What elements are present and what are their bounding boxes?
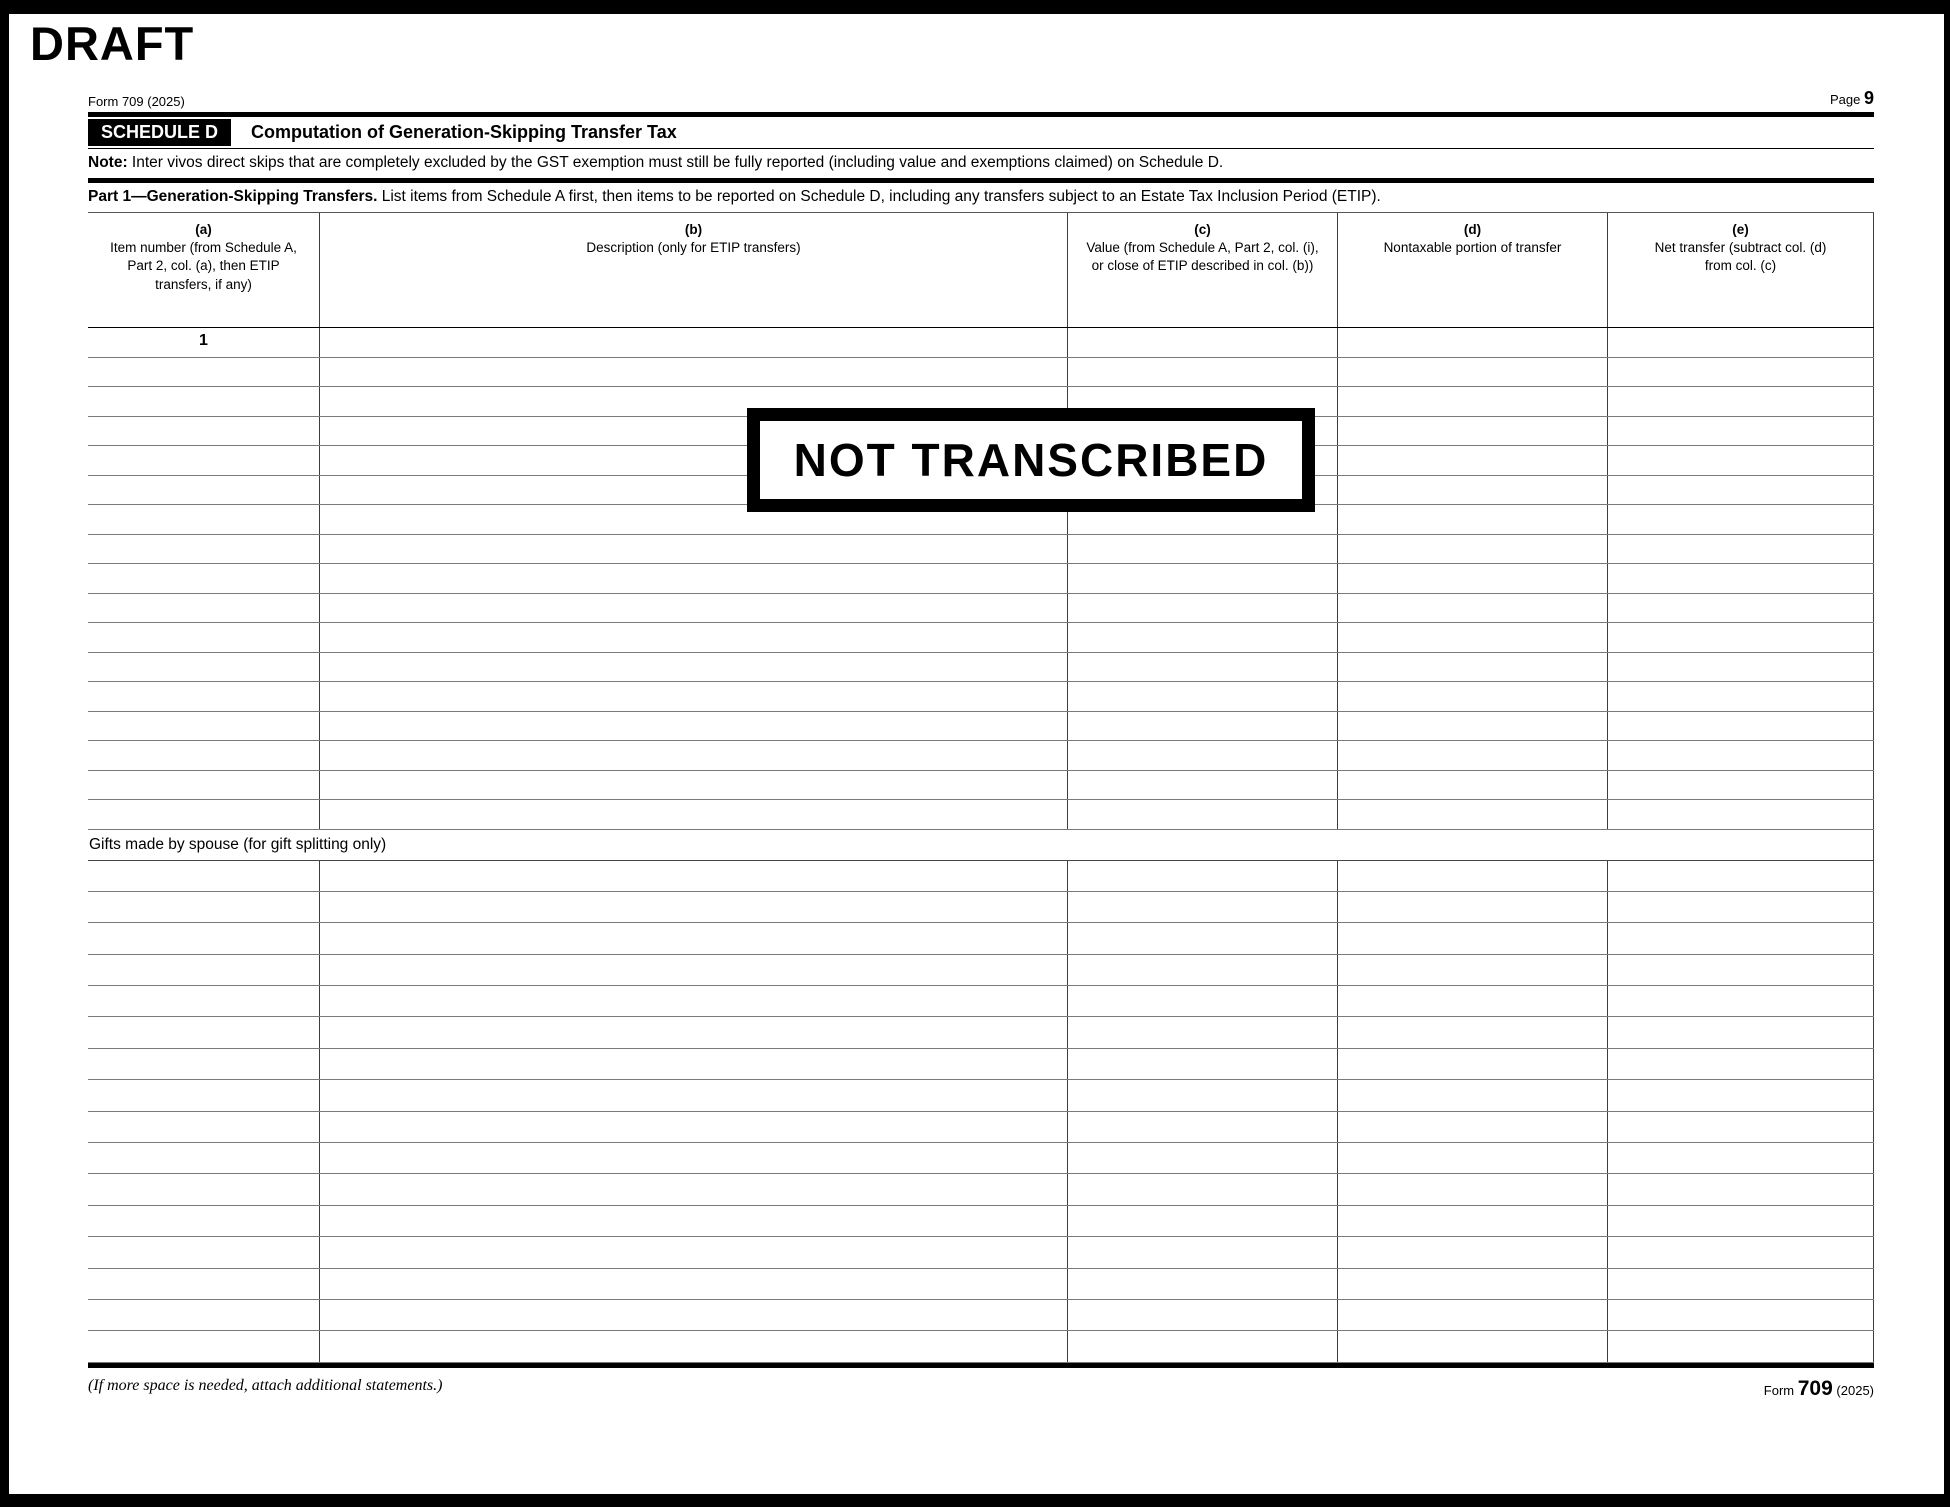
empty-cell [320,892,1068,922]
empty-cell [1338,955,1608,985]
empty-cell [1338,1017,1608,1047]
empty-cell [1068,1237,1338,1267]
empty-cell [88,741,320,770]
empty-cell [320,741,1068,770]
footer-form-number [1764,1377,1874,1401]
empty-cell [1338,1080,1608,1110]
table-row [88,594,1874,624]
gifts-spouse-band [88,830,1874,861]
empty-cell [320,358,1068,387]
table-row [88,1174,1874,1205]
empty-cell [1068,358,1338,387]
empty-cell [88,861,320,891]
table-row [88,771,1874,801]
empty-cell [88,446,320,475]
empty-cell [1608,387,1874,416]
empty-cell [88,594,320,623]
empty-cell [320,328,1068,357]
empty-cell [88,564,320,593]
empty-cell [1338,771,1608,800]
table-row [88,623,1874,653]
not-transcribed-stamp: NOT TRANSCRIBED [747,408,1315,512]
table-row [88,800,1874,830]
column-desc-b: Description (only for ETIP transfers) [586,240,801,256]
header-cell-b [320,213,1068,327]
empty-cell [320,712,1068,741]
empty-cell [1338,505,1608,534]
empty-cell [320,1269,1068,1299]
empty-cell [1608,535,1874,564]
empty-cell [1608,1237,1874,1267]
schedule-badge: SCHEDULE D [88,119,231,146]
empty-cell [320,564,1068,593]
empty-cell [1608,417,1874,446]
empty-cell [1068,800,1338,829]
empty-cell [1068,328,1338,357]
form-number-top: Form 709 (2025) [88,94,185,109]
empty-cell [1338,446,1608,475]
empty-cell [1068,923,1338,953]
table-row [88,358,1874,388]
empty-cell [1608,1174,1874,1204]
note-label: Note: [88,154,128,171]
empty-cell [320,653,1068,682]
table-row [88,1269,1874,1300]
empty-cell [320,1331,1068,1361]
empty-cell [88,1237,320,1267]
table-row [88,653,1874,683]
part1-rows [88,328,1874,830]
empty-cell [1608,892,1874,922]
empty-cell [1608,955,1874,985]
empty-cell [1338,923,1608,953]
page-footer [88,1368,1874,1401]
column-desc-a: Item number (from Schedule A, Part 2, col. (a), then ETIP transfers, if any) [110,240,297,292]
table-row [88,535,1874,565]
empty-cell [1338,535,1608,564]
schedule-note [88,149,1874,183]
empty-cell [1338,861,1608,891]
empty-cell [1608,358,1874,387]
footer-note: (If more space is needed, attach additional statements.) [88,1376,443,1394]
empty-cell [320,800,1068,829]
header-cell-e [1608,213,1874,327]
footer-form-label: Form [1763,1382,1795,1398]
empty-cell [1068,623,1338,652]
empty-cell [1338,476,1608,505]
table-row [88,861,1874,892]
column-desc-c: Value (from Schedule A, Part 2, col. (i), or close of ETIP described in col. (b)) [1086,240,1319,274]
empty-cell [320,771,1068,800]
empty-cell [1068,955,1338,985]
empty-cell [1338,1331,1608,1361]
empty-cell [320,682,1068,711]
empty-cell [1338,623,1608,652]
empty-cell [320,1206,1068,1236]
empty-cell [320,923,1068,953]
table-row [88,892,1874,923]
empty-cell [88,800,320,829]
empty-cell [1608,594,1874,623]
empty-cell [320,535,1068,564]
empty-cell [1608,476,1874,505]
empty-cell [1068,861,1338,891]
empty-cell [1338,358,1608,387]
table-row [88,1237,1874,1268]
empty-cell [1338,328,1608,357]
scan-border-left [0,0,9,1507]
table-row [88,923,1874,954]
footer-form-year: (2025) [1836,1382,1874,1398]
empty-cell [88,1174,320,1204]
empty-cell [1608,1269,1874,1299]
empty-cell [88,923,320,953]
empty-cell [88,1331,320,1361]
empty-cell [1608,1080,1874,1110]
page-reference [1830,88,1874,109]
empty-cell [320,623,1068,652]
form-content [88,88,1874,1401]
empty-cell [1338,741,1608,770]
column-letter-a: (a) [195,222,212,237]
form-meta-row [88,88,1874,112]
empty-cell [320,1300,1068,1330]
table-row [88,1331,1874,1362]
table-header-row [88,213,1874,328]
empty-cell [1338,653,1608,682]
table-row [88,682,1874,712]
empty-cell [1338,564,1608,593]
table-row [88,1206,1874,1237]
empty-cell [88,892,320,922]
empty-cell [320,1237,1068,1267]
table-row [88,1143,1874,1174]
empty-cell [1608,712,1874,741]
scan-border-top [0,0,1950,14]
column-letter-d: (d) [1463,222,1482,237]
empty-cell [1608,800,1874,829]
gst-table [88,213,1874,1368]
empty-cell [1338,986,1608,1016]
table-row [88,1300,1874,1331]
empty-cell [1068,1017,1338,1047]
empty-cell [1608,986,1874,1016]
empty-cell [1068,1269,1338,1299]
empty-cell [1338,1300,1608,1330]
empty-cell [1608,923,1874,953]
empty-cell [1068,682,1338,711]
empty-cell [1338,682,1608,711]
empty-cell [1338,387,1608,416]
empty-cell [88,535,320,564]
empty-cell [1338,1112,1608,1142]
empty-cell [1068,741,1338,770]
column-desc-d: Nontaxable portion of transfer [1383,240,1562,256]
empty-cell [1338,1143,1608,1173]
empty-cell [1338,1049,1608,1079]
empty-cell [1608,1112,1874,1142]
empty-cell [320,1049,1068,1079]
empty-cell [88,1300,320,1330]
header-cell-c [1068,213,1338,327]
empty-cell [1608,1017,1874,1047]
table-row [88,1049,1874,1080]
empty-cell [1338,1174,1608,1204]
empty-cell [1608,741,1874,770]
table-row [88,1112,1874,1143]
empty-cell [88,712,320,741]
gifts-spouse-label: Gifts made by spouse (for gift splitting only) [89,835,387,853]
empty-cell [1068,653,1338,682]
empty-cell [88,476,320,505]
empty-cell [1338,892,1608,922]
empty-cell [1608,328,1874,357]
table-row [88,1080,1874,1111]
spouse-rows [88,861,1874,1363]
page-number: 9 [1863,88,1874,108]
empty-cell [1068,892,1338,922]
table-row [88,564,1874,594]
empty-cell [1338,417,1608,446]
empty-cell [320,1174,1068,1204]
empty-cell [88,1017,320,1047]
empty-cell [320,594,1068,623]
empty-cell [1608,1331,1874,1361]
empty-cell [88,653,320,682]
scan-border-bottom [0,1494,1950,1507]
empty-cell [1608,861,1874,891]
header-cell-a [88,213,320,327]
table-row [88,986,1874,1017]
column-letter-e: (e) [1732,222,1749,237]
header-cell-d [1338,213,1608,327]
scan-border-right [1944,0,1950,1507]
empty-cell [1068,1331,1338,1361]
column-letter-c: (c) [1194,222,1211,237]
part1-label: Part 1—Generation-Skipping Transfers. [88,188,378,205]
column-desc-e: Net transfer (subtract col. (d) from col. (c) [1654,240,1827,274]
empty-cell [88,1206,320,1236]
empty-cell [1608,1143,1874,1173]
empty-cell [1608,623,1874,652]
empty-cell [1068,1112,1338,1142]
empty-cell [1068,594,1338,623]
part1-heading [88,183,1874,213]
page-label: Page [1829,92,1861,107]
empty-cell [88,1112,320,1142]
empty-cell [1068,564,1338,593]
empty-cell [88,417,320,446]
empty-cell [88,682,320,711]
empty-cell [1338,1269,1608,1299]
empty-cell [320,1112,1068,1142]
empty-cell [320,1017,1068,1047]
note-text: Inter vivos direct skips that are completely excluded by the GST exemption must still be fully reported (including value and exemptions claimed) on Schedule D. [127,154,1224,171]
empty-cell [1608,682,1874,711]
empty-cell [1608,771,1874,800]
empty-cell [1068,535,1338,564]
empty-cell [1338,1237,1608,1267]
empty-cell [1068,1300,1338,1330]
empty-cell [1608,1206,1874,1236]
empty-cell [88,623,320,652]
empty-cell [320,861,1068,891]
empty-cell [88,505,320,534]
empty-cell [1608,653,1874,682]
empty-cell [1068,1206,1338,1236]
footer-form-709: 709 [1797,1376,1833,1400]
empty-cell [1068,712,1338,741]
part1-text: List items from Schedule A first, then items to be reported on Schedule D, including any transfers subject to an Estate Tax Inclusion Period (ETIP). [377,188,1381,205]
table-row [88,741,1874,771]
empty-cell [88,387,320,416]
empty-cell [1608,564,1874,593]
draft-watermark: DRAFT [30,17,195,70]
empty-cell [88,955,320,985]
table-row [88,1017,1874,1048]
table-row [88,712,1874,742]
empty-cell [88,1080,320,1110]
empty-cell [1608,505,1874,534]
empty-cell [1068,1049,1338,1079]
empty-cell [320,986,1068,1016]
schedule-title: Computation of Generation-Skipping Transfer Tax [251,122,677,142]
empty-cell [88,358,320,387]
empty-cell [1338,594,1608,623]
empty-cell [1608,1049,1874,1079]
empty-cell [1338,800,1608,829]
empty-cell [1338,712,1608,741]
empty-cell [1068,1143,1338,1173]
empty-cell [1068,771,1338,800]
empty-cell [320,1143,1068,1173]
empty-cell [88,986,320,1016]
empty-cell [1608,446,1874,475]
empty-cell [88,1143,320,1173]
empty-cell [1608,1300,1874,1330]
item-number-cell: 1 [88,328,320,357]
empty-cell [88,1049,320,1079]
item-row-1 [88,328,1874,358]
empty-cell [1068,1174,1338,1204]
empty-cell [88,1269,320,1299]
empty-cell [320,1080,1068,1110]
empty-cell [1068,986,1338,1016]
table-row [88,955,1874,986]
empty-cell [88,771,320,800]
empty-cell [1068,1080,1338,1110]
column-letter-b: (b) [684,222,703,237]
empty-cell [320,955,1068,985]
empty-cell [1338,1206,1608,1236]
schedule-header [88,117,1874,149]
